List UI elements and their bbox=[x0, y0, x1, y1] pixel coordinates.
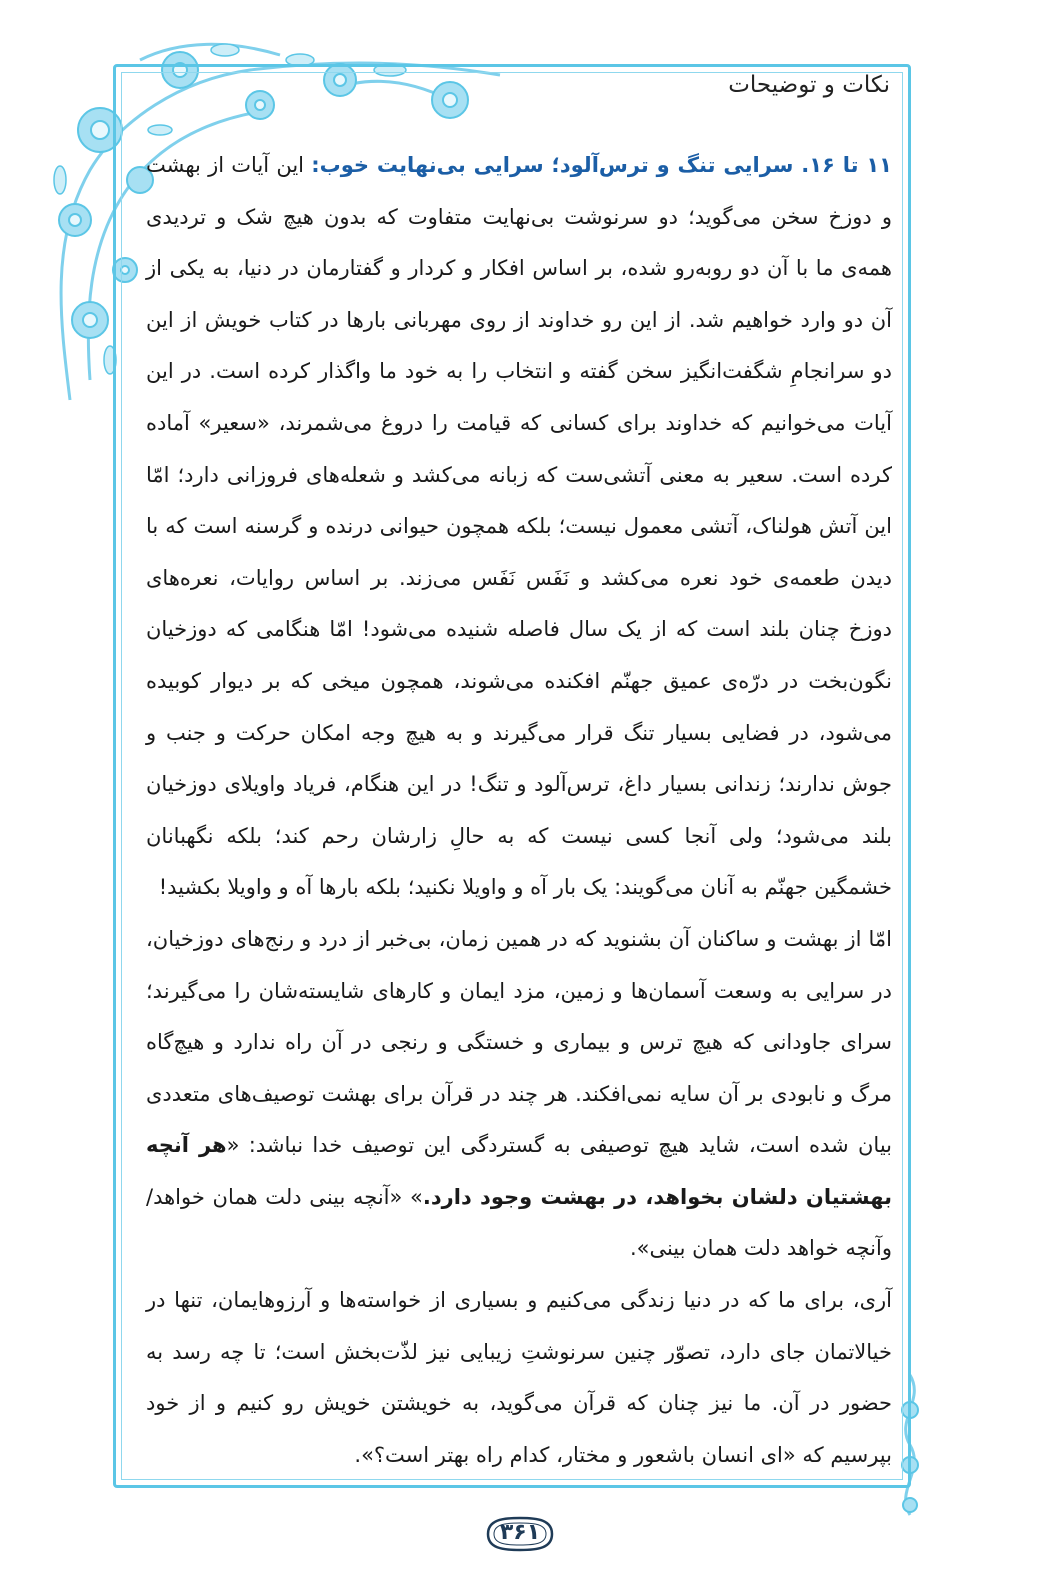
paragraph-1 bbox=[146, 140, 892, 914]
paragraph-3 bbox=[146, 1275, 892, 1481]
paragraph-1-text: این آیات از بهشت و دوزخ سخن می‌گوید؛ دو سرنوشت بی‌نهایت متفاوت که بدون هیچ شک و تردیدی همه‌ی ما با آن دو روبه‌رو شده، بر اساس افکار و کردار و گفتارمان در دنیا، به یکی از آن دو وارد خواهیم شد. از این رو خداوند از روی مهربانی بارها در کتاب خویش از این دو سرانجامِ شگفت‌انگیز سخن گفته و انتخاب را به خود ما واگذار کرده است. در این آیات می‌خوانیم که خداوند برای کسانی که قیامت را دروغ می‌شمرند، «سعیر» آماده کرده است. سعیر به معنی آتشی‌ست که زبانه می‌کشد و شعله‌های فروزانی دارد؛ امّا این آتش هولناک، آتشی معمول نیست؛ بلکه همچون حیوانی درنده و گرسنه است که با دیدن طعمه‌ی خود نعره می‌کشد و نَفَس نَفَس می‌زند. بر اساس روایات، نعره‌های دوزخ چنان بلند است که از یک سال فاصله شنیده می‌شود! امّا هنگامی که دوزخیان نگون‌بخت در درّه‌ی عمیق جهنّم افکنده می‌شوند، همچون میخی که بر دیوار کوبیده می‌شود، در فضایی بسیار تنگ قرار می‌گیرند و به هیچ وجه امکان حرکت و جنب و جوش ندارند؛ زندانی بسیار داغ، ترس‌آلود و تنگ! در این هنگام، فریاد واویلای دوزخیان بلند می‌شود؛ ولی آنجا کسی نیست که به حالِ زارشان رحم کند؛ بلکه نگهبانان خشمگین جهنّم به آنان می‌گویند: یک بار آه و واویلا نکنید؛ بلکه بارها آه و واویلا بکشید! bbox=[146, 153, 892, 900]
page-number-badge bbox=[482, 1512, 558, 1556]
paragraph-2-text-after: » «آنچه بینی دلت همان خواهد/ وآنچه خواهد دلت همان بینی». bbox=[146, 1184, 892, 1261]
paragraph-2 bbox=[146, 914, 892, 1275]
page-number: ۳۶۱ bbox=[499, 1520, 541, 1545]
body-text bbox=[146, 140, 892, 1481]
paragraph-2-text-before: امّا از بهشت و ساکنان آن بشنوید که در همین زمان، بی‌خبر از درد و رنج‌های دوزخیان، در سرایی به وسعت آسمان‌ها و زمین، مزد ایمان و کارهای شایسته‌شان را می‌گیرند؛ سرای جاودانی که هیچ ترس و بیماری و خستگی و رنجی در آن راه ندارد و هیچ‌گاه مرگ و نابودی بر آن سایه نمی‌افکند. هر چند در قرآن برای بهشت توصیف‌های متعددی بیان شده است، شاید هیچ توصیفی به گستردگی این توصیف خدا نباشد: « bbox=[146, 926, 892, 1158]
page-header-title: نکات و توضیحات bbox=[728, 72, 890, 98]
paragraph-2-bold-quote: هر آنچه بهشتیان دلشان بخواهد، در بهشت وجود دارد. bbox=[146, 1133, 892, 1209]
section-heading: ۱۱ تا ۱۶. سرایی تنگ و ترس‌آلود؛ سرایی بی‌نهایت خوب: bbox=[311, 153, 892, 177]
paragraph-3-text: آری، برای ما که در دنیا زندگی می‌کنیم و بسیاری از خواسته‌ها و آرزوهایمان، تنها در خیالاتمان جای دارد، تصوّر چنین سرنوشتِ زیبایی نیز لذّت‌بخش است؛ تا چه رسد به حضور در آن. ما نیز چنان که قرآن می‌گوید، به خویشتن خویش رو کنیم و از خود بپرسیم که «ای انسان باشعور و مختار، کدام راه بهتر است؟». bbox=[146, 1288, 892, 1467]
